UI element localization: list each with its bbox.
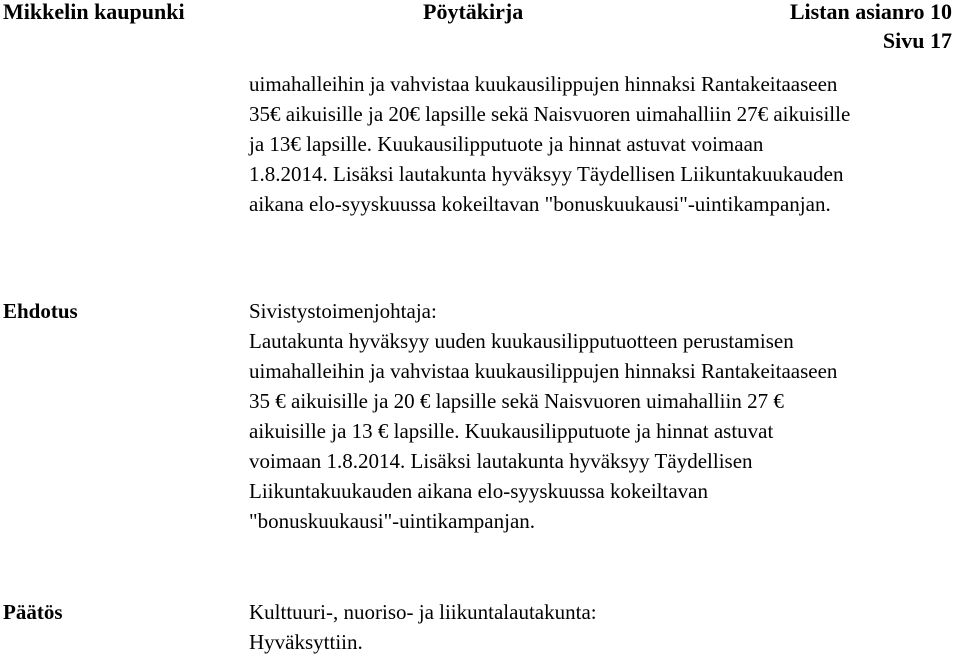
text-line: uimahalleihin ja vahvistaa kuukausilippujen hinnaksi Rantakeitaaseen (249, 359, 838, 383)
text-line: ja 13€ lapsille. Kuukausilipputuote ja hinnat astuvat voimaan (249, 132, 764, 156)
text-line: 35 € aikuisille ja 20 € lapsille sekä Naisvuoren uimahalliin 27 € (249, 389, 784, 413)
document-type: Pöytäkirja (423, 0, 524, 24)
proposal-paragraph (249, 296, 837, 536)
text-line: uimahalleihin ja vahvistaa kuukausilippujen hinnaksi Rantakeitaaseen (249, 72, 838, 96)
page-number: Sivu 17 (882, 28, 952, 53)
proposer-heading: Sivistystoimenjohtaja: (249, 299, 437, 323)
decision-label: Päätös (3, 600, 63, 624)
text-line: "bonuskuukausi"-uintikampanjan. (249, 509, 536, 533)
text-line: 1.8.2014. Lisäksi lautakunta hyväksyy Täydellisen Liikuntakuukauden (249, 162, 844, 186)
agenda-item-number: Listan asianro 10 (789, 0, 952, 24)
proposal-label: Ehdotus (3, 299, 78, 323)
text-line: Liikuntakuukauden aikana elo-syyskuussa kokeiltavan (249, 479, 708, 503)
organization-name: Mikkelin kaupunki (3, 0, 185, 24)
text-line: 35€ aikuisille ja 20€ lapsille sekä Naisvuoren uimahalliin 27€ aikuisille (249, 102, 851, 126)
decision-paragraph (249, 597, 597, 657)
text-line: voimaan 1.8.2014. Lisäksi lautakunta hyväksyy Täydellisen (249, 449, 753, 473)
text-line: aikuisille ja 13 € lapsille. Kuukausilipputuote ja hinnat astuvat (249, 419, 774, 443)
committee-heading: Kulttuuri-, nuoriso- ja liikuntalautakunta: (249, 600, 597, 624)
page-header (0, 0, 960, 60)
decision-text: Hyväksyttiin. (249, 630, 363, 654)
continuation-paragraph (249, 69, 850, 219)
text-line: Lautakunta hyväksyy uuden kuukausilipputuotteen perustamisen (249, 329, 794, 353)
text-line: aikana elo-syyskuussa kokeiltavan "bonuskuukausi"-uintikampanjan. (249, 192, 831, 216)
